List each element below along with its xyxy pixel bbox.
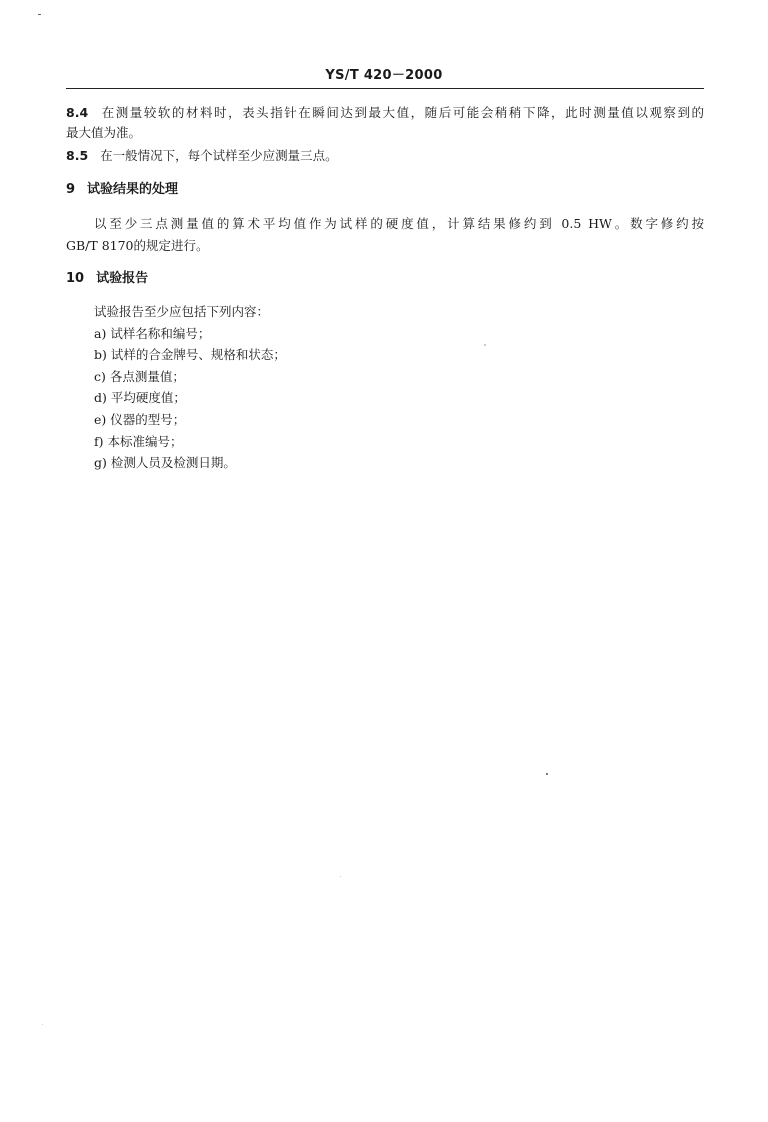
section-10-intro: 试验报告至少应包括下列内容：: [94, 304, 270, 319]
list-item-label: c): [94, 369, 106, 384]
list-item-label: e): [94, 412, 107, 427]
list-item-text: 试样名称和编号；: [110, 326, 211, 341]
scan-speck: [38, 14, 41, 15]
clause-8-4-line-1: [66, 104, 704, 122]
clause-8-4-text: 在测量较软的材料时，表头指针在瞬间达到最大值，随后可能会稍稍下降，此时测量值以观察到的: [100, 105, 704, 120]
list-item-label: a): [94, 326, 107, 341]
header-rule: [66, 88, 704, 89]
section-10-heading: [66, 270, 148, 288]
list-item-f: [94, 433, 183, 451]
scan-speck: [484, 344, 486, 346]
list-item-text: 检测人员及检测日期。: [110, 455, 236, 470]
list-item-text: 各点测量值；: [109, 369, 185, 384]
scan-speck: [546, 773, 548, 775]
list-item-c: [94, 368, 185, 386]
list-item-a: [94, 325, 210, 343]
list-item-label: g): [94, 455, 107, 470]
clause-8-5-number: 8.5: [66, 148, 89, 163]
scan-speck: [42, 1024, 43, 1025]
list-item-label: b): [94, 347, 107, 362]
section-10-number: 10: [66, 271, 85, 286]
standard-code-header: YS/T 420－2000: [325, 68, 443, 83]
section-9-heading: [66, 181, 178, 199]
list-item-g: [94, 454, 236, 472]
clause-8-5-text: 在一般情况下，每个试样至少应测量三点。: [100, 148, 338, 163]
section-9-title: 试验结果的处理: [87, 182, 179, 197]
clause-8-5: [66, 147, 338, 165]
clause-8-4-line-2: 最大值为准。: [66, 125, 142, 140]
list-item-e: [94, 411, 185, 429]
list-item-text: 仪器的型号；: [110, 412, 186, 427]
list-item-b: [94, 346, 286, 364]
section-9-paragraph-line-2: GB/T 8170的规定进行。: [66, 238, 209, 253]
list-item-text: 本标准编号；: [107, 434, 183, 449]
list-item-label: d): [94, 390, 107, 405]
list-item-text: 试样的合金牌号、规格和状态；: [110, 347, 286, 362]
list-item-text: 平均硬度值；: [110, 390, 186, 405]
section-10-title: 试验报告: [96, 271, 149, 286]
list-item-label: f): [94, 434, 104, 449]
section-9-number: 9: [66, 182, 76, 197]
scan-speck: [340, 876, 341, 877]
list-item-d: [94, 389, 186, 407]
section-9-paragraph-line-1: 以至少三点测量值的算术平均值作为试样的硬度值，计算结果修约到 0.5 HW。数字修约按: [94, 216, 704, 231]
clause-8-4-number: 8.4: [66, 105, 89, 120]
